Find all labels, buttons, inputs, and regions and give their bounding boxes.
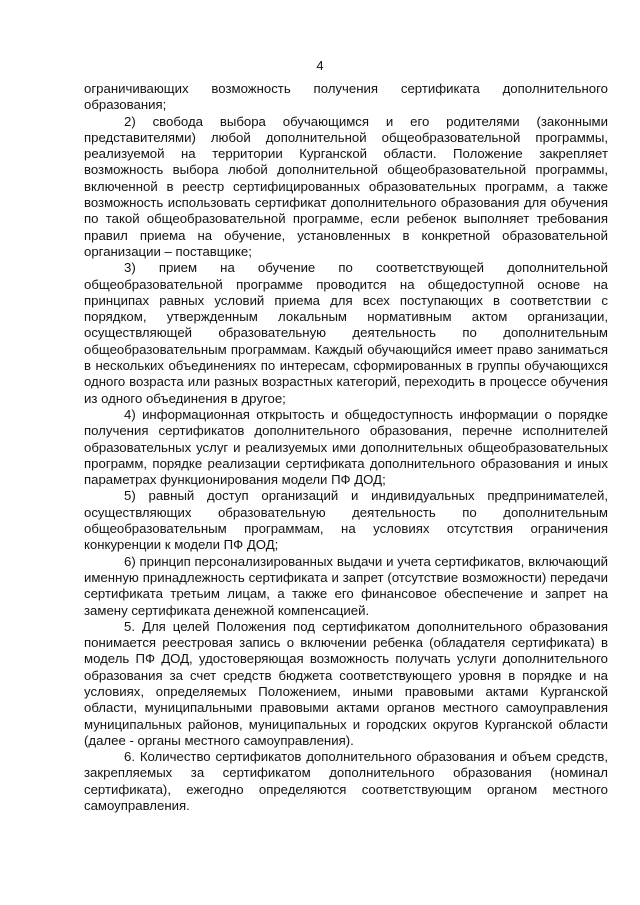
- paragraph-section-6: 6. Количество сертификатов дополнительного образования и объем средств, закрепляемых за сертификатом дополнительного образования (номинал сертификата), ежегодно определяются соответствующим органом местного самоуправления.: [84, 749, 608, 814]
- paragraph-item-6: 6) принцип персонализированных выдачи и учета сертификатов, включающий именную принадлежность сертификата и запрет (отсутствие возможности) передачи сертификата третьим лицам, а также его финансовое обеспечение и запрет на замену сертификата денежной компенсацией.: [84, 553, 608, 618]
- paragraph-item-2: 2) свобода выбора обучающимся и его родителями (законными представителями) любой дополнительной общеобразовательной программы, реализуемой на территории Курганской области. Положение закрепляет возможность выбора любой дополнительной общеобразовательной программы, включенной в реестр сертифицированных образовательных программ, а также возможность использовать сертификат дополнительного образования для обучения по такой общеобразовательной программе, если ребенок выполняет требования правил приема на обучение, установленных в конкретной образовательной организации – поставщике;: [84, 113, 608, 259]
- paragraph-continuation: ограничивающих возможность получения сертификата дополнительного образования;: [84, 81, 608, 113]
- document-body: [84, 81, 608, 814]
- paragraph-item-4: 4) информационная открытость и общедоступность информации о порядке получения сертификатов дополнительного образования, перечне исполнителей образовательных услуг и реализуемых ими дополнительных общеобразовательных программ, порядке реализации сертификата дополнительного образования и иных параметрах функционирования модели ПФ ДОД;: [84, 406, 608, 488]
- paragraph-section-5: 5. Для целей Положения под сертификатом дополнительного образования понимается реестровая запись о включении ребенка (обладателя сертификата) в модель ПФ ДОД, удостоверяющая возможность получать услуги дополнительного образования за счет средств бюджета соответствующего уровня в порядке и на условиях, определяемых Положением, иными правовыми актами Курганской области, муниципальными правовыми актами органов местного самоуправления муниципальных районов, муниципальных и городских округов Курганской области (далее - органы местного самоуправления).: [84, 618, 608, 748]
- paragraph-item-3: 3) прием на обучение по соответствующей дополнительной общеобразовательной программе проводится на общедоступной основе на принципах равных условий приема для всех поступающих в соответствии с порядком, утвержденным локальным нормативным актом организации, осуществляющей образовательную деятельность по дополнительным общеобразовательным программам. Каждый обучающийся имеет право заниматься в нескольких объединениях по интересам, сформированных в группы обучающихся одного возраста или разных возрастных категорий, переходить в процессе обучения из одного объединения в другое;: [84, 260, 608, 406]
- paragraph-item-5: 5) равный доступ организаций и индивидуальных предпринимателей, осуществляющих образовательную деятельность по дополнительным общеобразовательным программам, на условиях отсутствия ограничения конкуренции к модели ПФ ДОД;: [84, 488, 608, 553]
- page-number: 4: [316, 58, 324, 73]
